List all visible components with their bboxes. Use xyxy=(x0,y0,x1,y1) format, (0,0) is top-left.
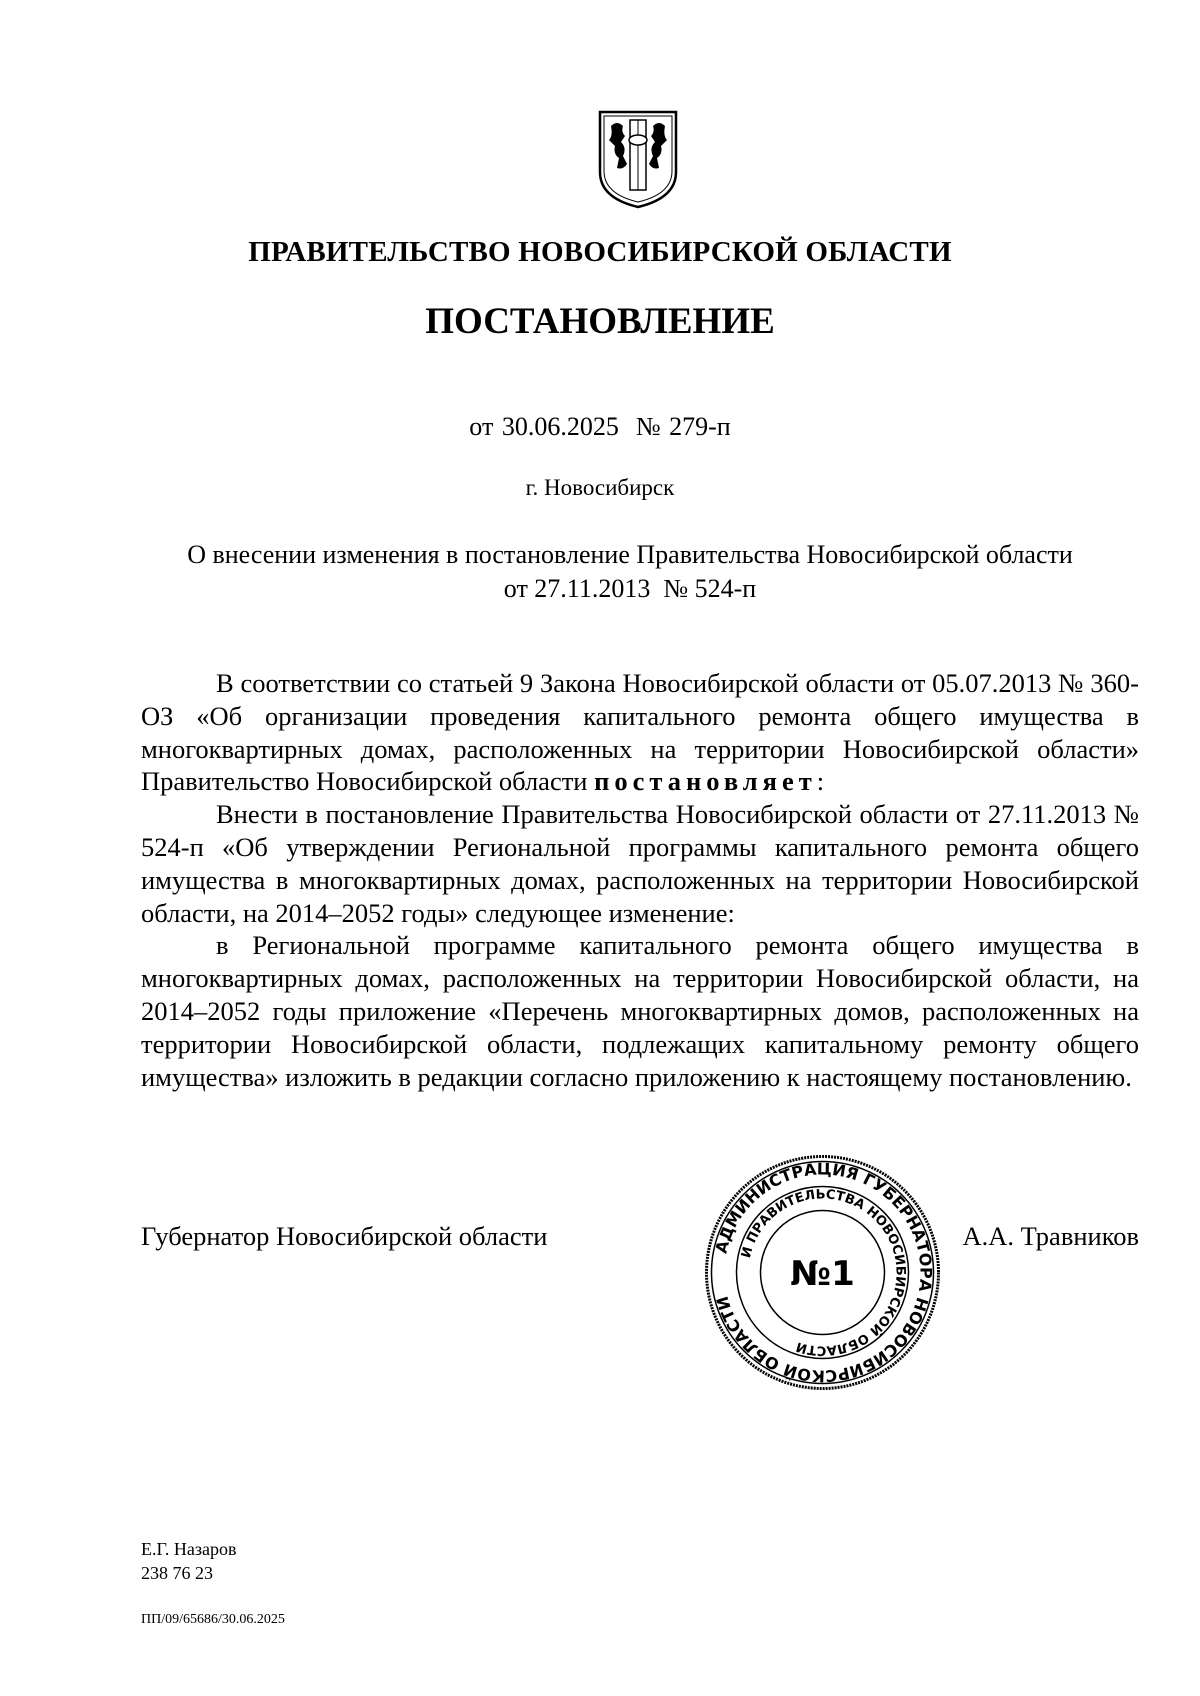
document-subject xyxy=(130,538,1130,606)
document-type: ПОСТАНОВЛЕНИЕ xyxy=(425,301,775,342)
executor-info xyxy=(141,1537,236,1585)
decree-word: постановляет xyxy=(594,766,817,797)
paragraph-3: в Региональной программе капитального ремонта общего имущества в многоквартирных домах, расположенных на территории Новосибирской области, на 2014–2052 годы приложение «Перечень многоквартирных домов, расположенных на территории Новосибирской области, подлежащих капитальному ремонту общего имущества» изложить в редакции согласно приложению к настоящему постановлению. xyxy=(141,930,1139,1092)
executor-phone: 238 76 23 xyxy=(141,1563,213,1583)
document-date-number: от 30.06.2025 № 279-п xyxy=(469,412,731,441)
document-city: г. Новосибирск xyxy=(525,475,675,500)
paragraph-2: Внести в постановление Правительства Новосибирской области от 27.11.2013 № 524-п «Об утверждении Региональной программы капитального ремонта общего имущества в многоквартирных домах, расположенных на территории Новосибирской области, на 2014–2052 годы» следующее изменение: xyxy=(141,799,1139,928)
coat-of-arms-icon xyxy=(597,108,679,210)
stamp-inner-text: И ПРАВИТЕЛЬСТВА НОВОСИБИРСКОЙ ОБЛАСТИ xyxy=(738,1187,908,1358)
stamp-number: №1 xyxy=(790,1254,855,1294)
organization-title: ПРАВИТЕЛЬСТВО НОВОСИБИРСКОЙ ОБЛАСТИ xyxy=(248,236,952,268)
paragraph-1-end: : xyxy=(816,766,825,797)
registration-number: ПП/09/65686/30.06.2025 xyxy=(141,1612,285,1627)
stamp-outer-text: АДМИНИСТРАЦИЯ ГУБЕРНАТОРА НОВОСИБИРСКОЙ ОБЛАСТИ xyxy=(711,1159,936,1386)
subject-line-2: от 27.11.2013 № 524-п xyxy=(503,574,757,603)
official-stamp xyxy=(700,1150,945,1395)
document-body xyxy=(141,667,1139,1093)
paragraph-1-text: В соответствии со статьей 9 Закона Новосибирской области от 05.07.2013 № 360-ОЗ «Об организации проведения капитального ремонта общего имущества в многоквартирных домах, расположенных на территории Новосибирской области» Правительство Новосибирской области xyxy=(141,668,1139,797)
subject-line-1: О внесении изменения в постановление Правительства Новосибирской области xyxy=(187,540,1073,569)
signatory-position: Губернатор Новосибирской области xyxy=(141,1221,548,1251)
executor-name: Е.Г. Назаров xyxy=(141,1539,237,1559)
paragraph-1 xyxy=(141,667,1139,798)
signatory-name: А.А. Травников xyxy=(962,1221,1139,1251)
